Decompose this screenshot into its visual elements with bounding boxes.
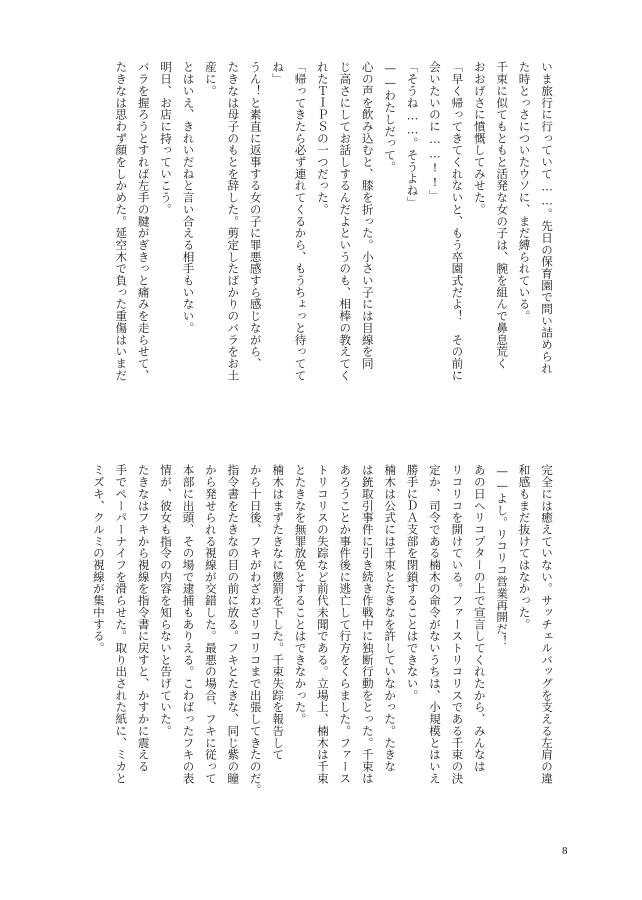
text-line: 明日、お店に持っていこう。 [159,61,174,216]
text-line: 完全には癒えていない。サッチェルバッグを支える左肩の違 [540,464,554,784]
text-line: 「早く帰ってきてくれないと、もう卒園式だよ！ その前に [450,61,465,381]
text-line: から十日後、フキがわざわざリコリコまで出張してきたのだ。 [248,464,263,796]
text-line: 「帰ってきたら必ず連れてくるから、もうちょっと待ってて [293,61,308,381]
text-line: あの日ヘリコプターの上で宣言してくれたから、みんなは [472,464,487,773]
text-line: とはいえ、きれいだねと言い合える相手もいない。 [181,61,196,334]
page-number: 8 [562,845,568,857]
text-line: たきなはフキから視線を指令書に戻すと、かすかに震える [136,464,151,773]
text-line: 心の声を飲み込むと、膝を折った。小さい子には目線を同 [360,61,375,370]
text-line: リコリコを開けている。ファーストリコリスである千束の決 [450,464,465,784]
text-line: ——わたしだって。 [383,61,398,173]
text-line: 産に。 [203,61,218,97]
text-line: 千束に似てもともと活発な女の子は、腕を組んで鼻息荒く [495,61,510,370]
text-line: じ高さにしてお話しするんだよというのも、相棒の教えてく [338,61,353,381]
lower-text-block [83,464,558,826]
text-line: 「そうね……。そうよね」 [405,61,420,208]
text-line: とたきなを無罪放免とすることはできなかった。 [293,464,308,725]
text-line: たきなは母子のもとを辞した。剪定したばかりのバラをお土 [226,61,241,381]
text-line: いま旅行に行っていて……。先日の保育園で問い詰められ [540,61,554,374]
text-line: 指令書をたきなの目の前に放る。フキとたきな、同じ紫の瞳 [226,464,241,784]
upper-text-block [83,61,558,423]
text-line: バラを握ろうとすれば左手の腱がぎきっと痛みを走らせて、 [136,61,151,381]
text-line: 和感もまだ抜けてはなかった。 [517,464,532,630]
text-line: トリコリスの失踪など前代未聞である。立場上、楠木は千束 [315,464,330,784]
text-line: 勝手にＤＡ支部を閉鎖することはできない。 [405,464,420,701]
text-line: 会いたいのに……!!」 [427,61,442,201]
text-line: おおげさに憤慨してみせた。 [472,61,487,216]
text-line: 楠木はまずたきなに懲罰を下した。千束失踪を報告して [271,464,286,761]
text-line: あろうことか事件後に逃亡して行方をくらました。ファース [338,464,353,784]
text-line: ね」 [271,61,286,85]
text-line: うん！と素直に返事する女の子に罪悪感すら感じながら、 [248,61,263,370]
text-line: たきなは思わず顔をしかめた。延空木で負った重傷はいまだ [114,61,129,381]
text-line: れたＴＩＰＳの一つだった。 [315,61,330,216]
text-line: ミズキ、クルミの視線が集中する。 [91,464,106,654]
text-line: ——よし。リコリコ営業再開だ！ [495,464,510,647]
text-line: 情が、彼女も指令の内容を知らないと告げていた。 [159,464,174,737]
text-line: から発せられる視線が交錯した。最悪の場合、フキに従って [203,464,218,784]
text-line: 手でペーパーナイフを滑らせた。取り出された紙に、ミカと [114,464,129,784]
text-line: た時とっさについたウソに、まだ縛られている。 [517,61,532,322]
text-line: 本部に出頭、その場で逮捕もありえる。こわばったフキの表 [181,464,196,784]
text-line: は銃取引事件に引き続き作戦中に独断行動をとった。千束は [360,464,375,784]
text-line: 楠木は公式には千束とたきなを許していなかった。たきな [383,464,398,773]
text-line: 定か、司令である楠木の命令がないうちは、小規模とはいえ [427,464,442,784]
